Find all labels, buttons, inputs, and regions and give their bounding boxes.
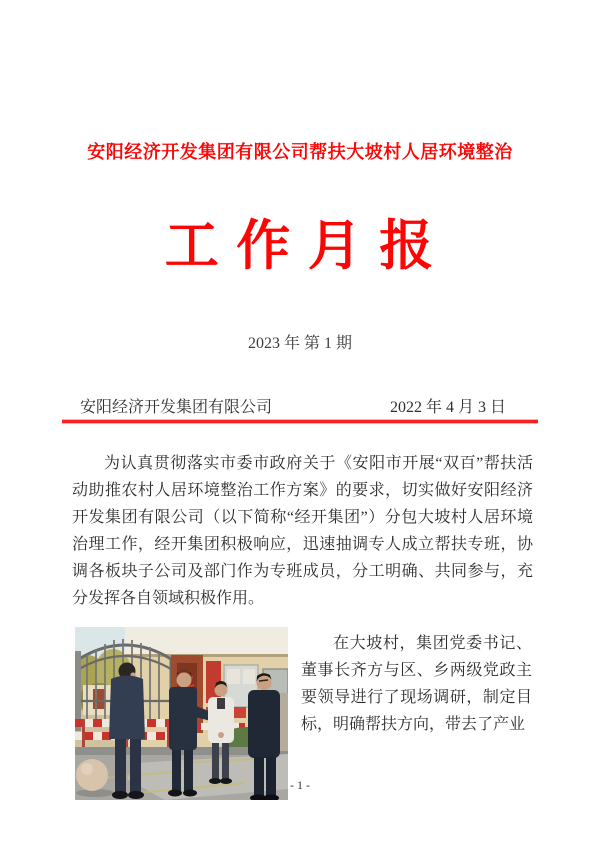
red-divider [62,420,538,423]
photo-illustration [75,627,288,800]
body-paragraph-1: 为认真贯彻落实市委市政府关于《安阳市开展“双百”帮扶活动助推农村人居环境整治工作方案》的要求，切实做好安阳经济开发集团有限公司（以下简称“经开集团”）分包大坡村人居环境治理工作，经开集团积极响应，迅速抽调专人成立帮扶专班，协调各板块子公司及部门作为专班成员，分工明确、共同参与，充分发挥各自领域积极作用。 [72,455,533,607]
report-date: 2022 年 4 月 3 日 [389,399,506,416]
org-name: 安阳经济开发集团有限公司 [80,399,273,416]
meta-row [80,394,506,417]
site-visit-photo [75,627,288,800]
page-number: - 1 - [290,778,310,792]
body-paragraph-2: 在大坡村，集团党委书记、董事长齐方与区、乡两级党政主要领导进行了现场调研，制定目标，明确帮扶方向，带去了产业 [301,635,532,733]
report-subtitle: 安阳经济开发集团有限公司帮扶大坡村人居环境整治 [87,142,513,162]
report-title: 工 作 月 报 [164,216,436,276]
issue-line: 2023 年 第 1 期 [247,335,352,352]
